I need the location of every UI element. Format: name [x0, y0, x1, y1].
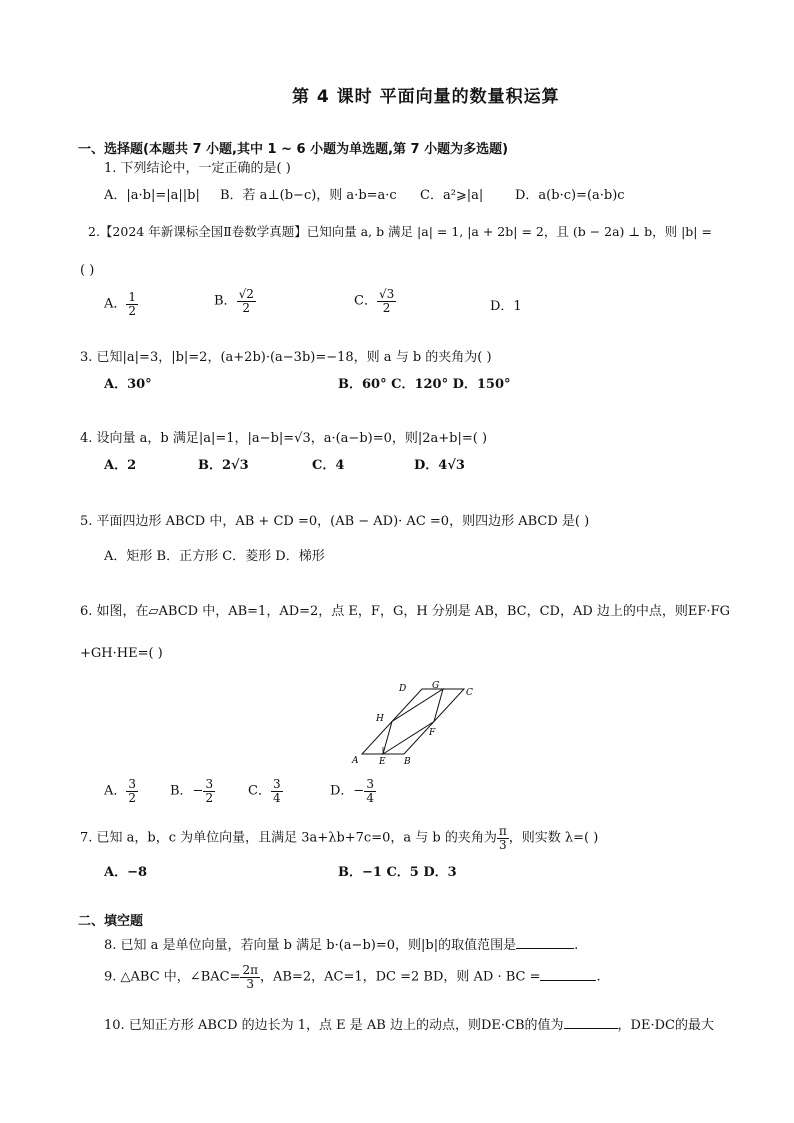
label-a: A: [352, 756, 359, 766]
parallelogram-figure: [340, 676, 480, 768]
question-2-paren: ( ): [80, 263, 95, 278]
section-heading-fill-in: 二、填空题: [78, 914, 144, 929]
question-4-option-c: C．4: [312, 458, 345, 473]
question-10-stem: 10. 已知正方形 ABCD 的边长为 1，点 E 是 AB 边上的动点，则DE·CB的值为 ，DE·DC的最大: [104, 1018, 714, 1033]
label-e: E: [379, 757, 386, 767]
label-h: H: [376, 714, 384, 724]
question-8-stem: 8. 已知 a 是单位向量，若向量 b 满足 b·(a−b)=0，则|b|的取值范围是 .: [104, 938, 579, 953]
label-f: F: [429, 728, 436, 738]
question-3-options-bcd: B．60° C．120° D．150°: [338, 377, 511, 392]
question-6-stem-continued: +GH·HE=( ): [80, 646, 163, 661]
question-4-option-a: A．2: [104, 458, 137, 473]
question-2-option-b: B． $\frac{√2}{2}$: [214, 287, 254, 315]
question-6-option-a: A． $\frac{3}{2}$: [104, 777, 137, 805]
label-d: D: [399, 684, 407, 694]
question-1-option-b: B．若 a⊥(b−c)，则 a·b=a·c: [220, 188, 397, 203]
question-5-stem: 5. 平面四边形 ABCD 中，AB + CD =0，(AB − AD)· AC =0，则四边形 ABCD 是( ): [80, 514, 590, 529]
question-6-option-c: C． $\frac{3}{4}$: [248, 777, 281, 805]
question-1-option-a: A．|a·b|=|a||b|: [104, 188, 200, 203]
question-2-option-a: A． $\frac{1}{2}$: [104, 290, 137, 318]
question-3-stem: 3. 已知|a|=3，|b|=2，(a+2b)·(a−3b)=−18，则 a 与 b 的夹角为( ): [80, 350, 492, 365]
question-7-options-bcd: B．−1 C．5 D．3: [338, 865, 457, 880]
label-c: C: [466, 688, 473, 698]
question-5-options: A．矩形 B．正方形 C．菱形 D．梯形: [104, 549, 325, 564]
question-1-stem: 1. 下列结论中，一定正确的是( ): [104, 161, 291, 176]
question-4-option-b: B．2√3: [198, 458, 249, 473]
question-1-option-c: C．a²⩾|a|: [420, 188, 484, 203]
question-7-stem: 7. 已知 a，b，c 为单位向量，且满足 3a+λb+7c=0，a 与 b 的夹角为 $\frac{\pi}{3}$ ，则实数 λ=( ): [80, 824, 599, 852]
question-2-option-d: D．1: [490, 299, 522, 314]
question-4-option-d: D．4√3: [414, 458, 465, 473]
label-g: G: [432, 681, 440, 691]
question-4-stem: 4. 设向量 a，b 满足|a|=1，|a−b|=√3，a·(a−b)=0，则|2a+b|=( ): [80, 431, 488, 446]
question-9-stem: 9. △ABC 中，∠BAC= $\frac{2\pi}{3}$ ，AB=2，AC=1，DC =2 BD，则 AD · BC = .: [104, 963, 601, 991]
label-b: B: [404, 757, 411, 767]
question-7-option-a: A．−8: [104, 865, 148, 880]
question-10-answer-blank-1[interactable]: [564, 1016, 618, 1029]
question-2-stem: 2.【2024 年新课标全国Ⅱ卷数学真题】已知向量 a, b 满足 |a| = 1, |a + 2b| = 2，且 (b − 2a) ⊥ b，则 |b| =: [88, 224, 712, 239]
page-title: 第 4 课时 平面向量的数量积运算: [292, 87, 560, 107]
question-3-option-a: A．30°: [104, 377, 152, 392]
question-1-option-d: D．a(b·c)=(a·b)c: [515, 188, 625, 203]
question-9-answer-blank[interactable]: [540, 968, 596, 981]
question-6-option-b: B．− $\frac{3}{2}$: [170, 777, 214, 805]
question-2-option-c: C． $\frac{√3}{2}$: [354, 287, 395, 315]
question-6-option-d: D．− $\frac{3}{4}$: [330, 777, 374, 805]
section-heading-choice: 一、选择题(本题共 7 小题,其中 1 ~ 6 小题为单选题,第 7 小题为多选题): [78, 142, 509, 157]
question-8-answer-blank[interactable]: [516, 936, 574, 949]
question-6-stem: 6. 如图，在▱ABCD 中，AB=1，AD=2，点 E，F，G，H 分别是 AB，BC，CD，AD 边上的中点，则EF·FG: [80, 604, 730, 619]
